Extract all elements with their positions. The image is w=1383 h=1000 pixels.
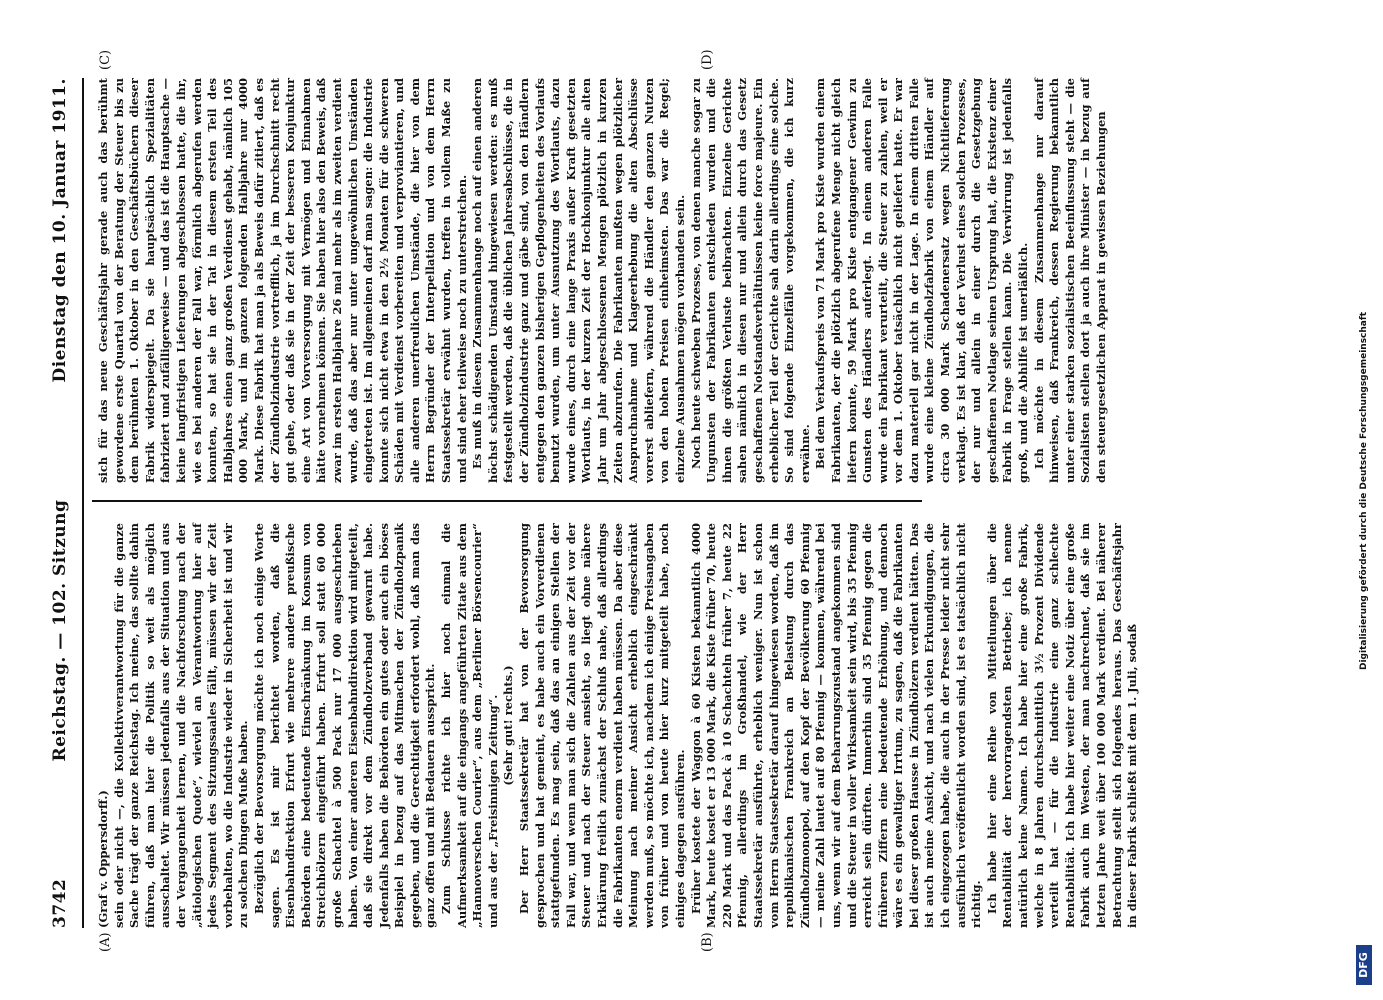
paragraph: Früher kostete der Waggon à 60 Kisten bekanntlich 4000 Mark, heute kostet er 13 000 Mark, die Kiste früher 70, heute 220 Mark und das Pack à 10 Schachteln früher 7, heute 22 Pfennig, allerdings im Großhandel, wie der Herr Staatssekretär ausführte, erheblich weniger. Nun ist schon vom Herrn Staatssekretär darauf hingewiesen worden, daß im republikanischen Frankreich an Belastung durch das Zündholzmonopol, auf den Kopf der Bevölkerung 60 Pfennig — meine Zahl lautet auf 80 Pfennig — kommen, während bei uns, wenn wir auf dem Beharrungszustand angekommen sind und die Steuer in voller Wirksamkeit sein wird, bis 35 Pfennig erreicht sein dürften. Immerhin sind 35 Pfennig gegen die früheren Ziffern eine bedeutende Erhöhung, und dennoch wäre es ein gewaltiger Irrtum, zu sagen, daß die Fabrikanten bei dieser großen Hausse in Zündhölzern verdient hätten. Das ist auch meine Ansicht, und nach vielen Erkundigungen, die ich eingezogen habe, die auch in der Presse leider nicht sehr ausführlich veröffentlicht worden sind, ist es tatsächlich nicht richtig. bbox=[688, 523, 984, 928]
paragraph: Ich möchte in diesem Zusammenhange nur darauf hinweisen, daß Frankreich, dessen Regierung bekanntlich unter einer starken sozialistischen Beeinflussung steht — die Sozialisten stellen dort ja auch ihre Minister — in bezug auf den steuergesetzlichen Apparat in gewissen Beziehungen bbox=[1031, 78, 1108, 483]
margin-mark-c: (C) bbox=[98, 49, 113, 70]
paragraph: Der Herr Staatssekretär hat von der Bevorsorgung gesprochen und hat gemeint, es habe auch ein Vorverdienen stattgefunden. Es mag sein, daß das an einigen Stellen der Fall war, und wenn man sich die Zahlen aus der Zeit vor der Steuer und nach der Steuer ansieht, so liegt ohne nähere Erklärung freilich zunächst der Schluß nahe, daß allerdings die Fabrikanten enorm verdient haben müssen. Da aber diese Meinung nach meiner Ansicht erheblich eingeschränkt werden muß, so möchte ich, nachdem ich einige Preisangaben von früher und von heute hier kurz mitgeteilt habe, noch einiges dagegen ausführen. bbox=[517, 523, 687, 928]
page-title: Reichstag. — 102. Sitzung bbox=[50, 499, 70, 762]
paragraph: Zum Schlusse richte ich hier noch einmal die Aufmerksamkeit auf die eingangs angeführten Zitate aus dem „Hannoverschen Courier“, aus dem „Berliner Börsencourier“ und aus der „Freisinnigen Zeitung“. bbox=[439, 523, 500, 928]
paragraph: sein oder nicht —, die Kollektivverantwortung für die ganze Sache trägt der ganze Reichstag. Ich meine, das sollte dahin führen, daß man hier die Politik so weit als möglich ausschaltet. Wir müssen jedenfalls aus der Situation und aus der Vergangenheit lernen, und die Nachforschung nach der „ätiologischen Quote“, wieviel an Verantwortung hier auf jedes Segment des Sitzungssaales fällt, müssen wir der Zeit vorbehalten, wo die Industrie wieder in Sicherheit ist und wir zu solchen Dingen Muße haben. bbox=[111, 523, 251, 928]
interjection: (Sehr gut! rechts.) bbox=[501, 665, 516, 786]
column-divider bbox=[92, 500, 922, 502]
header-rule bbox=[82, 78, 84, 928]
page-date: Dienstag den 10. Januar 1911. bbox=[50, 78, 70, 383]
margin-mark-a: (A) bbox=[98, 932, 113, 952]
paragraph: Bei dem Verkaufspreis von 71 Mark pro Kiste wurden einem Fabrikanten, der die plötzlich abgerufene Menge nicht gleich liefern konnte, 59 Mark pro Kiste entgangener Gewinn zu Gunsten des Händlers auferlegt. In einem anderen Falle wurde ein Fabrikant verurteilt, die Steuer zu zahlen, weil er vor dem 1. Oktober tatsächlich nicht geliefert hatte. Er war dazu materiell gar nicht in der Lage. In einem dritten Falle wurde eine kleine Zündholzfabrik von einem Händler auf circa 30 000 Mark Schadenersatz wegen Nichtlieferung verklagt. Es ist klar, daß der Verlust eines solchen Prozesses, der nur und allein in einer durch die Gesetzgebung geschaffenen Notlage seinen Ursprung hat, die Existenz einer Fabrik in Frage stellen kann. Die Verwirrung ist jedenfalls groß, und die Abhilfe ist unerläßlich. bbox=[813, 78, 1031, 483]
right-column bbox=[96, 78, 1110, 483]
margin-mark-d: (D) bbox=[700, 49, 715, 70]
paragraph: sich für das neue Geschäftsjahr gerade auch das berühmt gewordene erste Quartal von der Beratung der Steuer bis zu dem berühmten 1. Oktober in den Geschäftsbüchern dieser Fabrik widerspiegelt. Da sie hauptsächlich Spezialitäten fabriziert und zufälligerweise — und das ist die Hauptsache — keine langfristigen Lieferungen abgeschlossen hatte, die ihr, wie es bei anderen der Fall war, förmlich abgerufen werden konnten, so hat sie in der Tat in diesem ersten Teil des Halbjahres einen ganz großen Verdienst gehabt, nämlich 105 000 Mark, und im ganzen folgenden Halbjahre nur 4000 Mark. Diese Fabrik hat man ja als Beweis dafür zitiert, daß es der Zündholzindustrie vortrefflich, ja im Durchschnitt recht gut gehe, oder daß sie in der Zeit der besseren Konjunktur eine Art von Vorversorgung mit Vermögen und Einnahmen hätte vornehmen können. Sie haben hier also den Beweis, daß zwar im ersten Halbjahre 26 mal mehr als im zweiten verdient wurde, daß das aber nur unter ungewöhnlichen Umständen eingetreten ist. Im allgemeinen darf man sagen: die Industrie konnte sich nicht etwa in den 2½ Monaten für die schweren Schäden mit Verdienst vorbereiten und verproviantieren, und alle anderen unerfreulichen Umstände, die hier von dem Herrn Begründer der Interpellation und von dem Herrn Staatssekretär erwähnt wurden, treffen in vollem Maße zu und sind eher teilweise noch zu unterstreichen. bbox=[96, 78, 469, 483]
margin-mark-b: (B) bbox=[700, 932, 715, 952]
paragraph: Noch heute schweben Prozesse, von denen manche sogar zu Ungunsten der Fabrikanten entschieden wurden und die ihnen die größten Verluste beibrachten. Einzelne Gerichte sahen nämlich in diesen nur und allein durch das Gesetz geschaffenen Notstandsverhältnissen keine force majeure. Ein erheblicher Teil der Gerichte sah darin allerdings eine solche. So sind folgende Einzelfälle vorgekommen, die ich kurz erwähne. bbox=[688, 78, 812, 483]
paragraph: Es muß in diesem Zusammenhange noch auf einen anderen höchst schädigenden Umstand hingewiesen werden: es muß festgestellt werden, daß die üblichen Jahresabschlüsse, die in der Zündholzindustrie ganz und gäbe sind, von den Händlern entgegen den ganzen bisherigen Gepflogenheiten des Vorlaufs benutzt wurden, um unter Ausnutzung des Wortlauts, dazu wurde eines, durch eine lange Praxis außer Kraft gesetzten Wortlauts, in der kurzen Zeit der Hochkonjunktur alle alten Jahr um Jahr abgeschlossenen Mengen plötzlich in kurzen Zeiten abzurufen. Die Fabrikanten mußten wegen plötzlicher Anspruchnahme und Klageerhebung die alten Abschlüsse vorerst abliefern, während die Händler den ganzen Nutzen von den hohen Preisen einheimsten. Das war die Regel; einzelne Ausnahmen mögen vorhanden sein. bbox=[470, 78, 687, 483]
paragraph: Bezüglich der Bevorsorgung möchte ich noch einige Worte sagen. Es ist mir berichtet worden, daß die Eisenbahndirektion Erfurt wie mehrere andere preußische Behörden eine bedeutende Einschränkung im Konsum von Streichhölzern eingeführt haben. Erfurt soll statt 60 000 große Schachtel à 500 Pack nur 17 000 ausgeschrieben haben. Von einer anderen Eisenbahndirektion wird mitgeteilt, daß sie direkt vor dem Zündholzverband gewarnt habe. Jedenfalls haben die Behörden ein gutes oder auch ein böses Beispiel in bezug auf das Mitmachen der Zündholzpanik gegeben, und die Gerechtigkeit erfordert wohl, daß man das ganz offen und mit Bedauern ausspricht. bbox=[251, 523, 438, 928]
page-number: 3742 bbox=[50, 878, 70, 928]
left-column bbox=[96, 523, 1141, 928]
dfg-logo: DFG bbox=[1356, 945, 1372, 985]
paragraph: Ich habe hier eine Reihe von Mitteilungen über die Rentabilität der hervorragendsten Betriebe; ich nenne natürlich keine Namen. Ich habe hier eine große Fabrik, welche in 8 Jahren durchschnittlich 3½ Prozent Dividende verteilt hat — für die Industrie eine ganz schlechte Rentabilität. Ich habe hier weiter eine Notiz über eine große Fabrik auch im Westen, der man nachrechnet, daß sie im letzten Jahre weit über 100 000 Mark verdient. Bei näherer Betrachtung stellt sich folgendes heraus. Das Geschäftsjahr in dieser Fabrik schließt mit dem 1. Juli, sodaß bbox=[984, 523, 1140, 928]
speaker-note: (Graf v. Oppersdorff.) bbox=[96, 790, 110, 928]
page-header bbox=[40, 78, 80, 928]
digitization-credit: Digitalisierung gefördert durch die Deutsche Forschungsgemeinschaft bbox=[1359, 311, 1369, 670]
